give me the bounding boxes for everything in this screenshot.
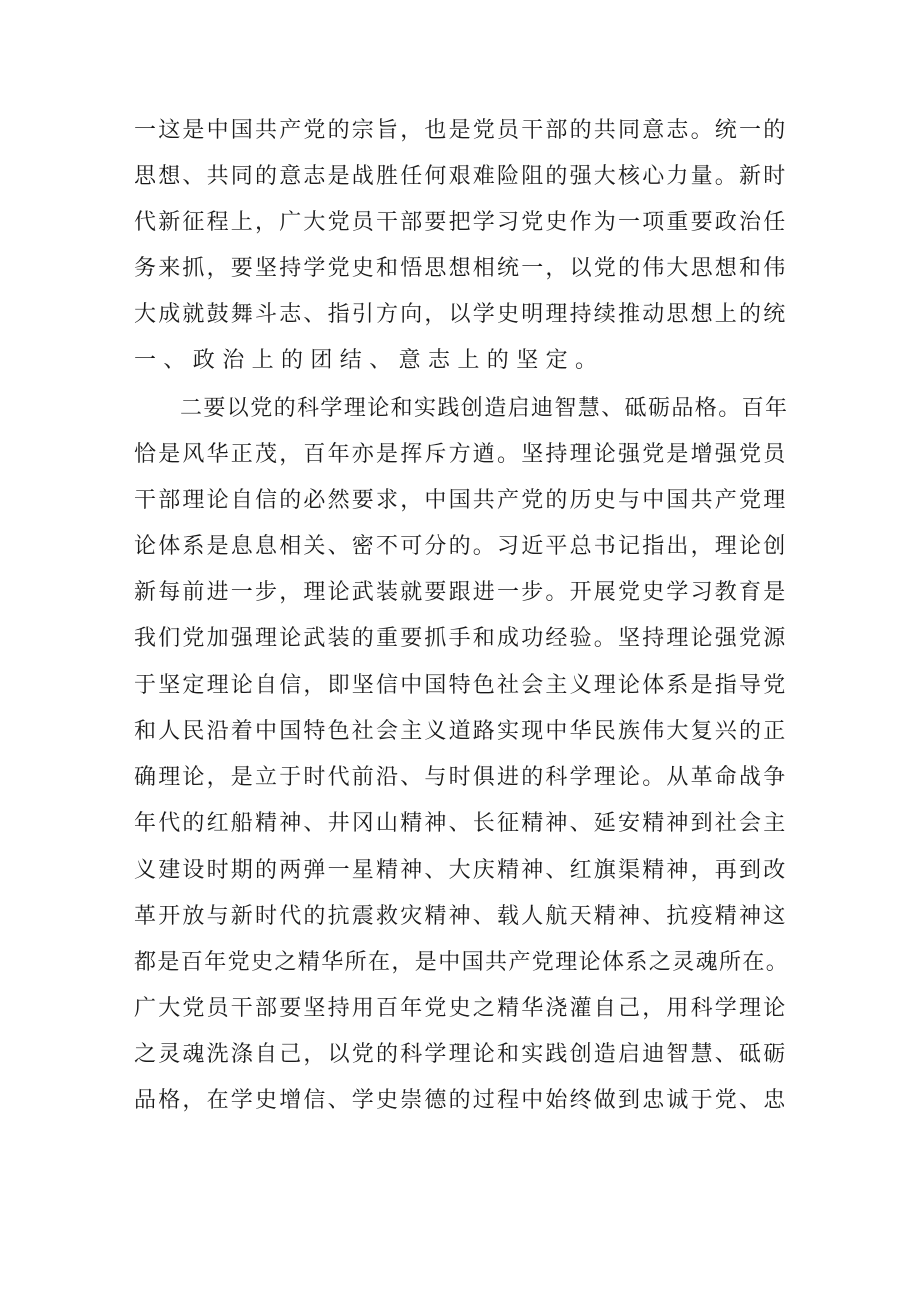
text-line: 确理论，是立于时代前沿、与时俱进的科学理论。从革命战争 bbox=[134, 765, 788, 790]
text-line: 思想、共同的意志是战胜任何艰难险阻的强大核心力量。新时 bbox=[134, 164, 788, 189]
text-line: 之灵魂洗涤自己，以党的科学理论和实践创造启迪智慧、砥砺 bbox=[134, 1042, 788, 1067]
text-line: 义建设时期的两弹一星精神、大庆精神、红旗渠精神，再到改 bbox=[134, 858, 788, 883]
text-line: 一这是中国共产党的宗旨，也是党员干部的共同意志。统一的 bbox=[134, 118, 788, 143]
text-line: 和人民沿着中国特色社会主义道路实现中华民族伟大复兴的正 bbox=[134, 719, 788, 744]
text-line: 干部理论自信的必然要求，中国共产党的历史与中国共产党理 bbox=[134, 488, 788, 513]
text-line: 大成就鼓舞斗志、指引方向，以学史明理持续推动思想上的统 bbox=[134, 302, 788, 327]
text-line: 二要以党的科学理论和实践创造启迪智慧、砥砺品格。百年 bbox=[180, 396, 789, 421]
text-line: 务来抓，要坚持学党史和悟思想相统一，以党的伟大思想和伟 bbox=[134, 256, 788, 281]
text-line: 都是百年党史之精华所在，是中国共产党理论体系之灵魂所在。 bbox=[134, 950, 790, 975]
text-line: 年代的红船精神、井冈山精神、长征精神、延安精神到社会主 bbox=[134, 811, 788, 836]
text-line: 革开放与新时代的抗震救灾精神、载人航天精神、抗疫精神这 bbox=[134, 904, 788, 929]
text-line: 论体系是息息相关、密不可分的。习近平总书记指出，理论创 bbox=[134, 534, 788, 559]
text-line: 一、政治上的团结、意志上的坚定。 bbox=[134, 348, 605, 373]
text-line: 广大党员干部要坚持用百年党史之精华浇灌自己，用科学理论 bbox=[134, 996, 788, 1021]
text-line: 恰是风华正茂，百年亦是挥斥方遒。坚持理论强党是增强党员 bbox=[134, 442, 788, 467]
text-line: 新每前进一步，理论武装就要跟进一步。开展党史学习教育是 bbox=[134, 580, 788, 605]
text-line: 于坚定理论自信，即坚信中国特色社会主义理论体系是指导党 bbox=[134, 673, 788, 698]
text-line: 我们党加强理论武装的重要抓手和成功经验。坚持理论强党源 bbox=[134, 626, 788, 651]
text-line: 代新征程上，广大党员干部要把学习党史作为一项重要政治任 bbox=[134, 210, 788, 235]
text-line: 品格，在学史增信、学史崇德的过程中始终做到忠诚于党、忠 bbox=[134, 1088, 788, 1113]
